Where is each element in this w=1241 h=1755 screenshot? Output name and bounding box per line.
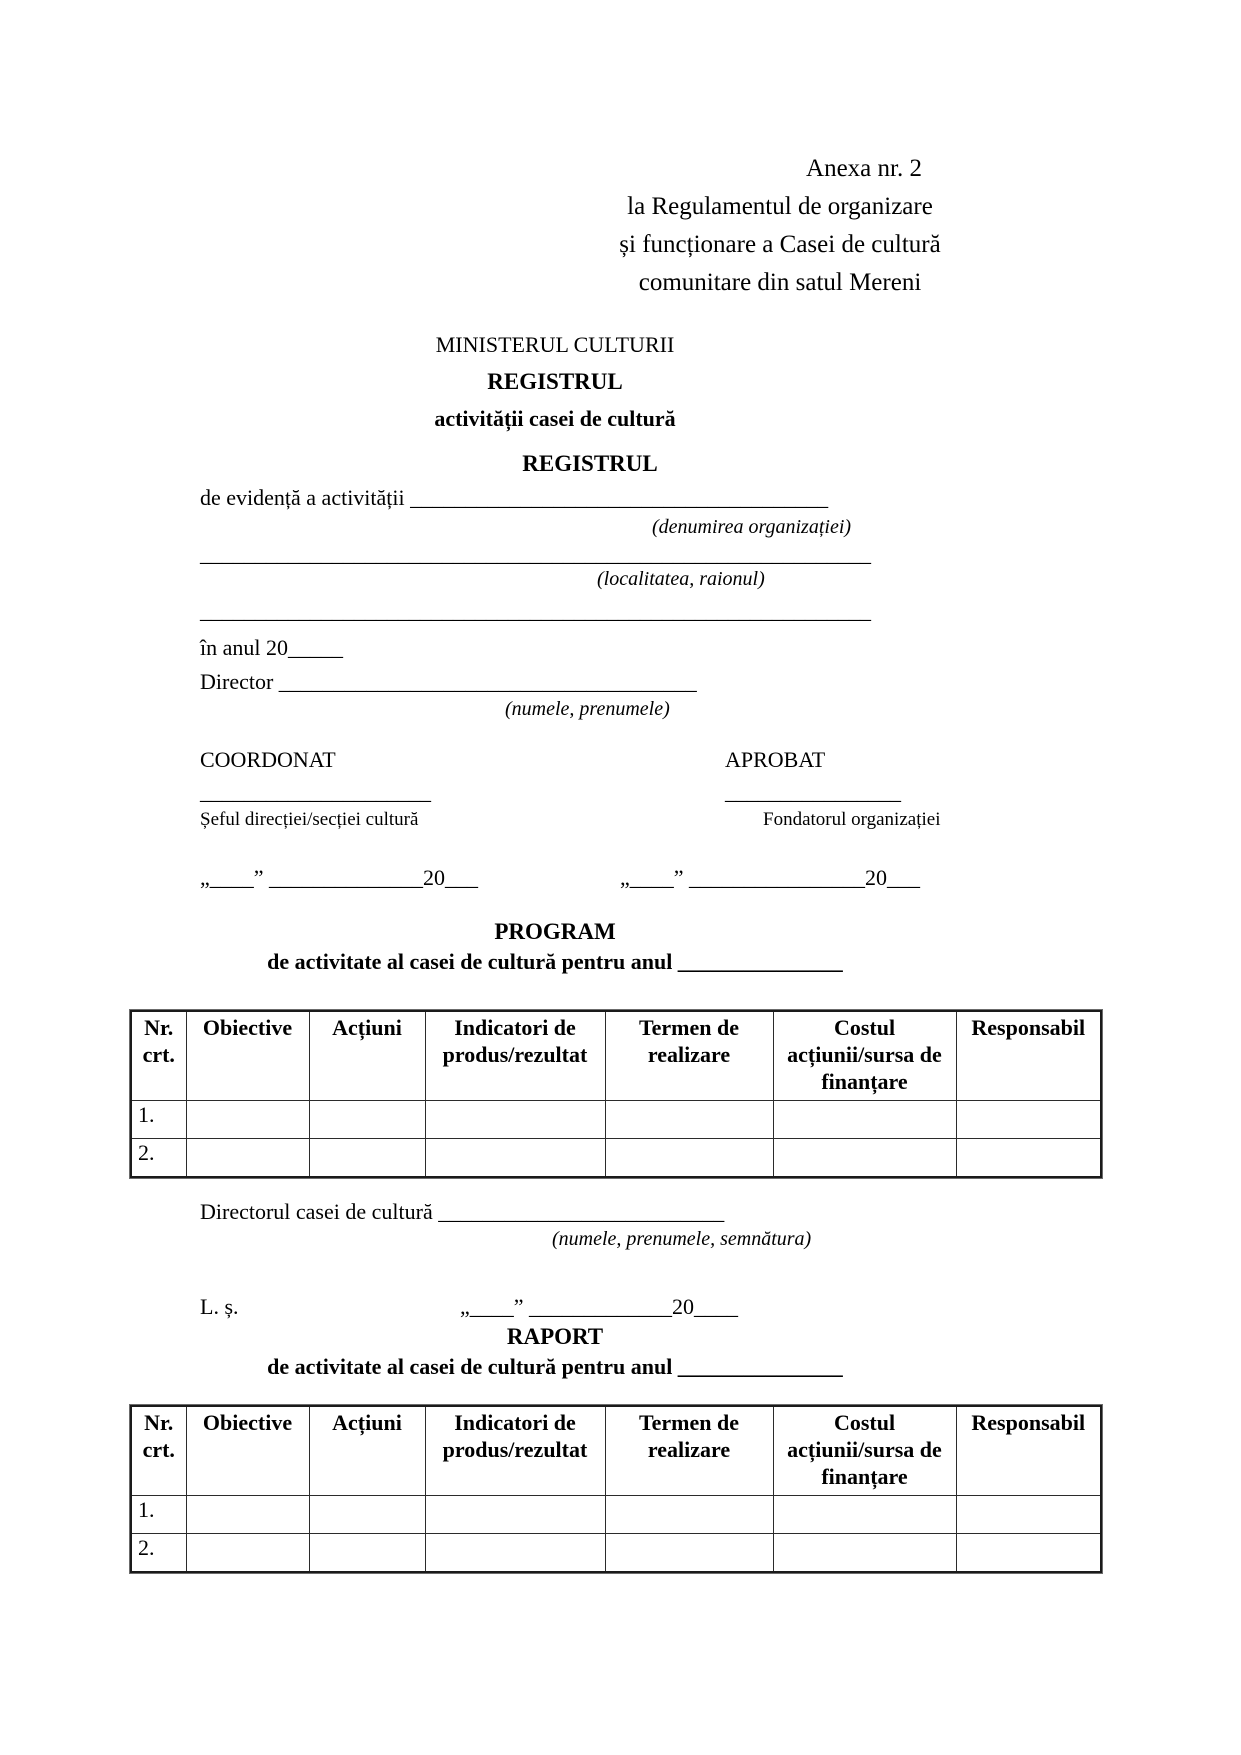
coordinated-label: COORDONAT — [200, 747, 336, 772]
empty-cell — [309, 1534, 425, 1573]
table-row — [131, 1534, 1101, 1573]
coordinated-date-line: „____” ______________20___ — [200, 865, 479, 890]
stamp-label: L. ș. — [200, 1294, 239, 1319]
empty-cell — [605, 1139, 773, 1178]
empty-cell — [309, 1101, 425, 1139]
header-cell-termen: Termen de realizare — [605, 1011, 773, 1101]
approved-caption: Fondatorul organizației — [763, 809, 941, 830]
letterhead — [115, 326, 995, 437]
register-heading: REGISTRUL — [522, 451, 658, 476]
director-line: Director ______________________________________ — [200, 669, 697, 694]
row-label-cell: 1. — [131, 1496, 186, 1534]
blank-line-organization: _____________________________________________________________ — [200, 541, 871, 566]
empty-cell — [425, 1534, 605, 1573]
annex-line-village: comunitare din satul Mereni — [638, 269, 922, 296]
report-title: RAPORT — [506, 1324, 604, 1349]
table-row — [131, 1139, 1101, 1178]
director-name-caption: (numele, prenumele) — [505, 698, 670, 720]
empty-cell — [773, 1534, 956, 1573]
blank-line-locality: _____________________________________________________________ — [200, 598, 871, 623]
annex-line-functioning: și funcționare a Casei de cultură — [619, 231, 941, 258]
approved-signature-line: ________________ — [725, 779, 901, 804]
header-cell-indicatori: Indicatori de produs/rezultat — [425, 1406, 605, 1496]
empty-cell — [773, 1496, 956, 1534]
empty-cell — [309, 1496, 425, 1534]
empty-cell — [186, 1139, 309, 1178]
header-cell-obiective: Obiective — [186, 1406, 309, 1496]
row-label-cell: 1. — [131, 1101, 186, 1139]
header-cell-costul: Costul acțiunii/sursa de finanțare — [773, 1011, 956, 1101]
approved-date-line: „____” ________________20___ — [620, 865, 921, 890]
header-cell-actiuni: Acțiuni — [309, 1011, 425, 1101]
coordinated-signature-line: _____________________ — [200, 779, 431, 804]
signature-date-line: „____” _____________20____ — [460, 1294, 739, 1319]
coordinated-caption: Șeful direcției/secției cultură — [200, 809, 419, 830]
report-table — [130, 1405, 1102, 1573]
signature-caption: (numele, prenumele, semnătura) — [552, 1228, 812, 1250]
empty-cell — [605, 1496, 773, 1534]
empty-cell — [773, 1139, 956, 1178]
annex-number: Anexa nr. 2 — [806, 155, 922, 182]
approved-label: APROBAT — [725, 747, 826, 772]
header-cell-costul: Costul acțiunii/sursa de finanțare — [773, 1406, 956, 1496]
header-cell-nr: Nr. crt. — [131, 1406, 186, 1496]
empty-cell — [186, 1496, 309, 1534]
locality-caption: (localitatea, raionul) — [597, 568, 765, 590]
empty-cell — [186, 1534, 309, 1573]
year-line: în anul 20_____ — [200, 635, 343, 660]
empty-cell — [956, 1139, 1101, 1178]
row-label-cell: 2. — [131, 1534, 186, 1573]
header-cell-termen: Termen de realizare — [605, 1406, 773, 1496]
register-title: REGISTRUL — [487, 369, 623, 394]
report-table-header-row — [131, 1406, 1101, 1496]
header-cell-indicatori: Indicatori de produs/rezultat — [425, 1011, 605, 1101]
row-label-cell: 2. — [131, 1139, 186, 1178]
register-subtitle: activității casei de cultură — [434, 406, 676, 431]
empty-cell — [956, 1101, 1101, 1139]
program-table — [130, 1010, 1102, 1178]
annex-reference-block — [600, 150, 960, 302]
director-signature-line: Directorul casei de cultură __________________________ — [200, 1199, 725, 1224]
program-title: PROGRAM — [494, 919, 616, 944]
program-subtitle: de activitate al casei de cultură pentru anul _______________ — [267, 949, 843, 974]
header-cell-responsabil: Responsabil — [956, 1011, 1101, 1101]
annex-line-regulation: la Regulamentul de organizare — [627, 193, 933, 220]
empty-cell — [956, 1496, 1101, 1534]
header-cell-nr: Nr. crt. — [131, 1011, 186, 1101]
empty-cell — [773, 1101, 956, 1139]
ministry-name: MINISTERUL CULTURII — [435, 332, 675, 357]
empty-cell — [309, 1139, 425, 1178]
header-cell-responsabil: Responsabil — [956, 1406, 1101, 1496]
evidence-line: de evidență a activității ______________________________________ — [200, 485, 829, 510]
empty-cell — [425, 1101, 605, 1139]
table-row — [131, 1101, 1101, 1139]
organization-caption: (denumirea organizației) — [652, 516, 852, 538]
report-subtitle: de activitate al casei de cultură pentru anul _______________ — [267, 1354, 843, 1379]
empty-cell — [425, 1139, 605, 1178]
empty-cell — [186, 1101, 309, 1139]
empty-cell — [956, 1534, 1101, 1573]
table-row — [131, 1496, 1101, 1534]
empty-cell — [605, 1534, 773, 1573]
program-table-header-row — [131, 1011, 1101, 1101]
header-cell-actiuni: Acțiuni — [309, 1406, 425, 1496]
header-cell-obiective: Obiective — [186, 1011, 309, 1101]
empty-cell — [605, 1101, 773, 1139]
empty-cell — [425, 1496, 605, 1534]
